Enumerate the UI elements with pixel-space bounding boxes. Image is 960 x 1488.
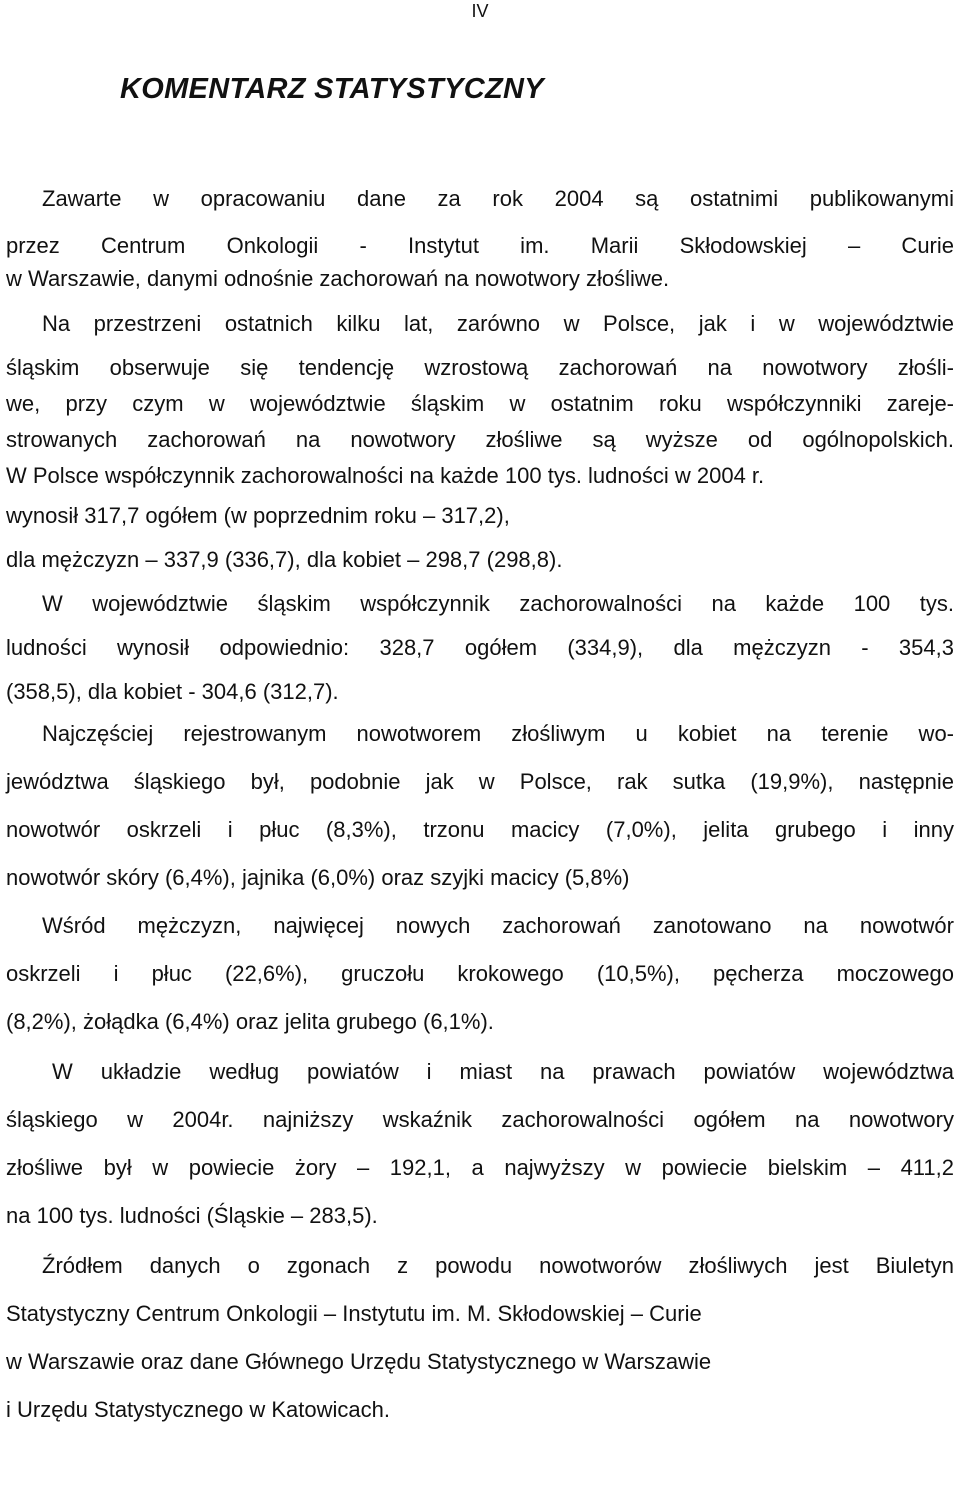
text-line: (8,2%), żołądka (6,4%) oraz jelita grubego (6,1%). [6, 1009, 494, 1034]
paragraph-intro [6, 182, 954, 215]
text-line: Zawarte w opracowaniu dane za rok 2004 są ostatnimi publikowanymi [42, 186, 954, 211]
text-line: we, przy czym w województwie śląskim w ostatnim roku współczynniki zareje- [6, 391, 954, 416]
paragraph-counties [6, 1048, 954, 1240]
text-line: Najczęściej rejestrowanym nowotworem złośliwym u kobiet na terenie wo- [42, 721, 954, 746]
page-number: IV [471, 1, 489, 21]
text-line: w Warszawie oraz dane Głównego Urzędu Statystycznego w Warszawie [6, 1349, 712, 1374]
text-line: Wśród mężczyzn, najwięcej nowych zachorowań zanotowano na nowotwór [42, 913, 954, 938]
paragraph-intro-cont [6, 229, 954, 295]
document-body [6, 182, 954, 1434]
text-line: przez Centrum Onkologii - Instytut im. Marii Skłodowskiej – Curie [6, 233, 954, 258]
paragraph-silesia-rates [6, 587, 954, 708]
paragraph-sources [6, 1242, 954, 1434]
text-line: nowotwór skóry (6,4%), jajnika (6,0%) oraz szyjki macicy (5,8%) [6, 865, 630, 890]
text-line: W Polsce współczynnik zachorowalności na każde 100 tys. ludności w 2004 r. [6, 463, 765, 488]
text-line: na 100 tys. ludności (Śląskie – 283,5). [6, 1203, 378, 1228]
text-line: Źródłem danych o zgonach z powodu nowotworów złośliwych jest Biuletyn [42, 1253, 954, 1278]
text-line: (358,5), dla kobiet - 304,6 (312,7). [6, 679, 339, 704]
text-line: dla mężczyzn – 337,9 (336,7), dla kobiet – 298,7 (298,8). [6, 547, 563, 572]
text-line: wynosił 317,7 ogółem (w poprzednim roku – 317,2), [6, 503, 510, 528]
text-line: Statystyczny Centrum Onkologii – Instytutu im. M. Skłodowskiej – Curie [6, 1301, 702, 1326]
text-line: jewództwa śląskiego był, podobnie jak w Polsce, rak sutka (19,9%), następnie [6, 769, 954, 794]
text-line: W województwie śląskim współczynnik zachorowalności na każde 100 tys. [42, 591, 954, 616]
paragraph-women [6, 710, 954, 902]
paragraph-trend [6, 307, 954, 576]
text-line: śląskim obserwuje się tendencję wzrostową zachorowań na nowotwory złośli- [6, 355, 954, 380]
text-line: strowanych zachorowań na nowotwory złośliwe są wyższe od ogólnopolskich. [6, 427, 954, 452]
text-line: i Urzędu Statystycznego w Katowicach. [6, 1397, 390, 1422]
text-line: nowotwór oskrzeli i płuc (8,3%), trzonu macicy (7,0%), jelita grubego i inny [6, 817, 954, 842]
paragraph-men [6, 902, 954, 1046]
text-line: oskrzeli i płuc (22,6%), gruczołu krokowego (10,5%), pęcherza moczowego [6, 961, 954, 986]
text-line: ludności wynosił odpowiednio: 328,7 ogółem (334,9), dla mężczyzn - 354,3 [6, 635, 954, 660]
text-line: w Warszawie, danymi odnośnie zachorowań na nowotwory złośliwe. [6, 266, 670, 291]
page-title: KOMENTARZ STATYSTYCZNY [120, 73, 544, 105]
text-line: Na przestrzeni ostatnich kilku lat, zarówno w Polsce, jak i w województwie [42, 311, 954, 336]
text-line: śląskiego w 2004r. najniższy wskaźnik zachorowalności ogółem na nowotwory [6, 1107, 954, 1132]
text-line: W układzie według powiatów i miast na prawach powiatów województwa [52, 1059, 954, 1084]
text-line: złośliwe był w powiecie żory – 192,1, a najwyższy w powiecie bielskim – 411,2 [6, 1155, 954, 1180]
